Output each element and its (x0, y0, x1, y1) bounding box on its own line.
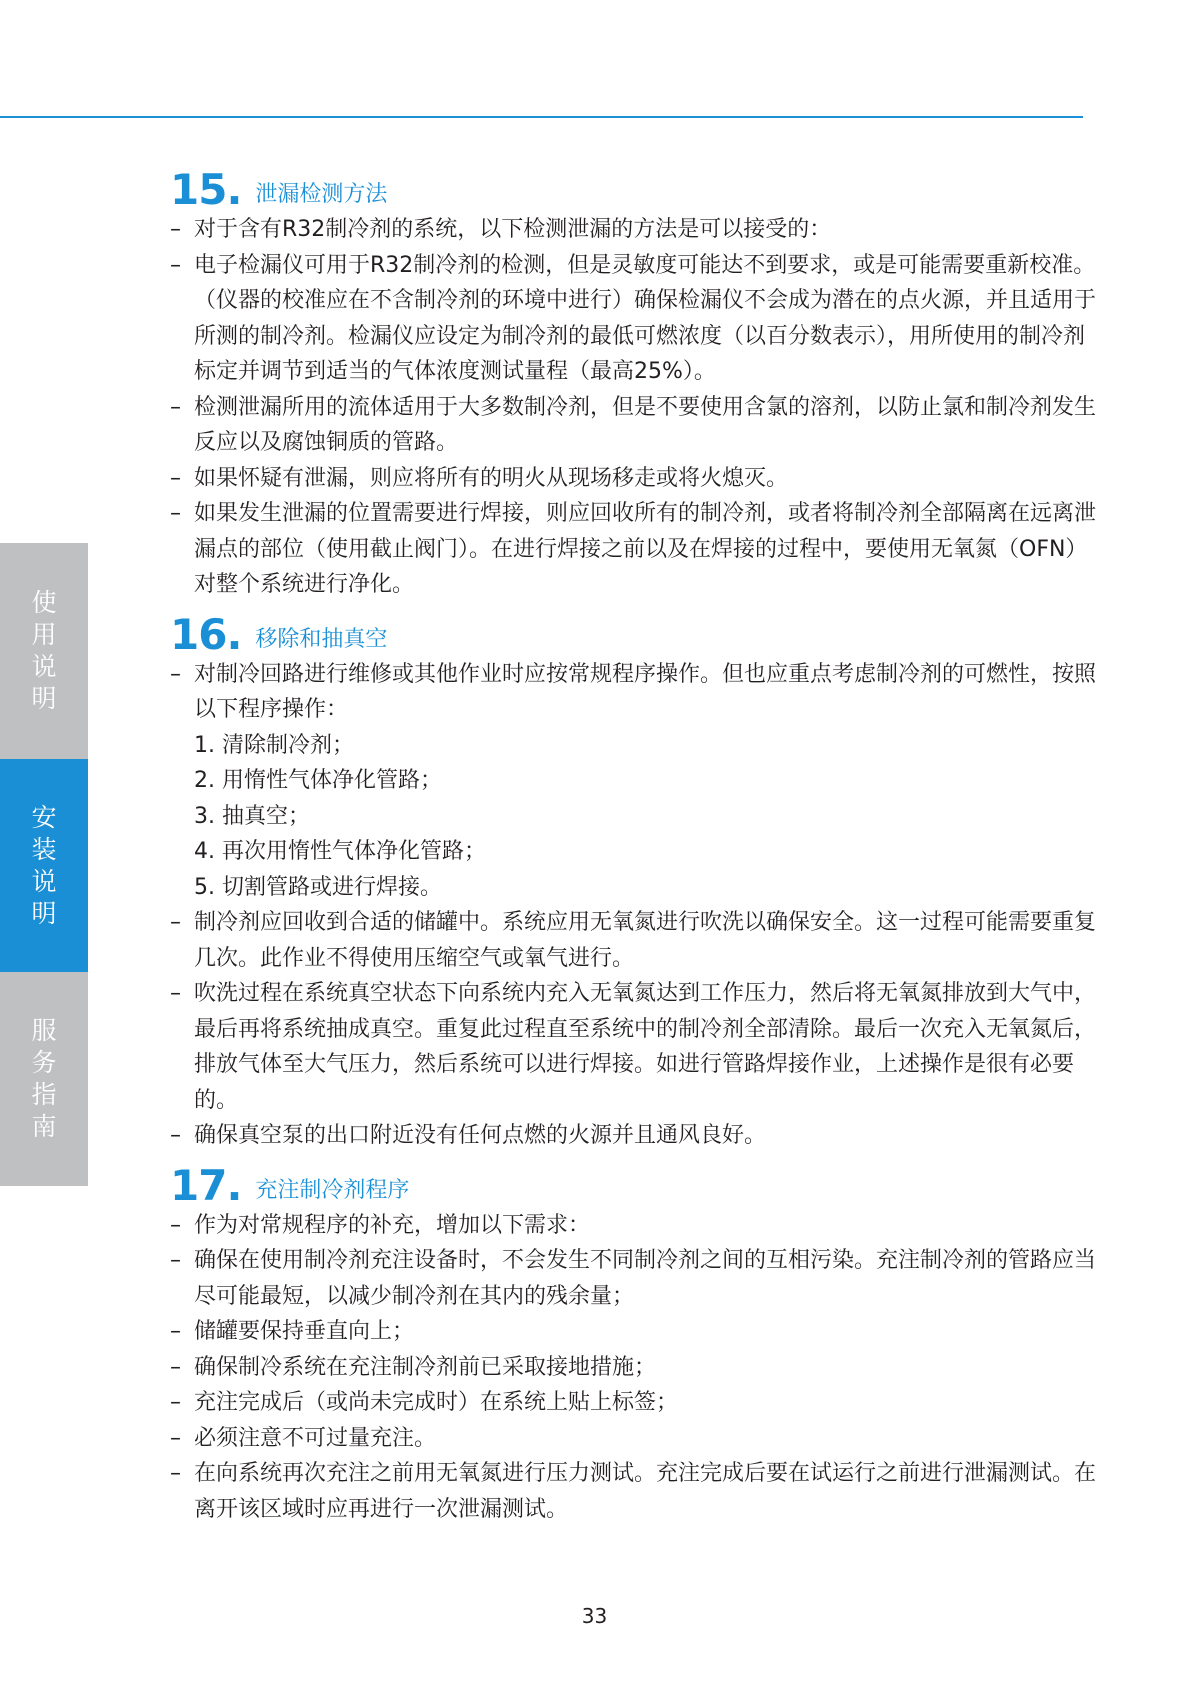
list-item: – 如果怀疑有泄漏，则应将所有的明火从现场移走或将火熄灭。 (170, 465, 789, 491)
tab-char: 说 (31, 866, 57, 896)
list-item: – 储罐要保持垂直向上； (170, 1319, 415, 1344)
tab-service-guide[interactable] (0, 972, 88, 1186)
section-number: 16. (170, 609, 242, 659)
list-item: – 作为对常规程序的补充，增加以下需求： (170, 1212, 591, 1238)
section-title: 充注制冷剂程序 (255, 1177, 410, 1203)
list-item: – 如果发生泄漏的位置需要进行焊接，则应回收所有的制冷剂，或者将制冷剂全部隔离在远离泄漏点的部位（使用截止阀门）。在进行焊接之前以及在焊接的过程中，要使用无氧氮（OFN）对整个系统进行净化。 (170, 501, 1097, 597)
tab-installation-instructions[interactable] (0, 759, 88, 972)
tab-char: 说 (31, 652, 57, 681)
list-item: – 电子检漏仪可用于R32制冷剂的检测，但是灵敏度可能达不到要求，或是可能需要重新校准。（仪器的校准应在不含制冷剂的环境中进行）确保检漏仪不会成为潜在的点火源，并且适用于所测的制冷剂。检漏仪应设定为制冷剂的最低可燃浓度（以百分数表示），用所使用的制冷剂标定并调节到适当的气体浓度测试量程（最高25%）。 (170, 252, 1097, 384)
section-heading (170, 1158, 1100, 1208)
list-item: – 吹洗过程在系统真空状态下向系统内充入无氧氮达到工作压力，然后将无氧氮排放到大气中，最后再将系统抽成真空。重复此过程直至系统中的制冷剂全部清除。最后一次充入无氧氮后，排放气体至大气压力，然后系统可以进行焊接。如进行管路焊接作业，上述操作是很有必要的。 (170, 981, 1097, 1113)
list-item: – 确保在使用制冷剂充注设备时，不会发生不同制冷剂之间的互相污染。充注制冷剂的管路应当尽可能最短，以减少制冷剂在其内的残余量； (170, 1248, 1097, 1309)
tab-char: 明 (31, 684, 57, 713)
page-number: 33 (581, 1604, 608, 1628)
section-number: 17. (170, 1160, 242, 1210)
section-title: 泄漏检测方法 (255, 182, 388, 207)
numbered-step: 3. 抽真空； (194, 803, 310, 829)
tab-char: 用 (31, 620, 57, 649)
list-item: – 确保真空泵的出口附近没有任何点燃的火源并且通风良好。 (170, 1123, 767, 1148)
tab-char: 指 (31, 1080, 57, 1109)
tab-char: 服 (31, 1016, 57, 1045)
section-title: 移除和抽真空 (255, 626, 388, 652)
tab-char: 装 (31, 834, 57, 864)
numbered-step: 5. 切割管路或进行焊接。 (194, 874, 442, 900)
list-item: – 制冷剂应回收到合适的储罐中。系统应用无氧氮进行吹洗以确保安全。这一过程可能需要重复几次。此作业不得使用压缩空气或氧气进行。 (170, 910, 1097, 971)
list-item: – 检测泄漏所用的流体适用于大多数制冷剂，但是不要使用含氯的溶剂，以防止氯和制冷剂发生反应以及腐蚀铜质的管路。 (170, 394, 1097, 455)
page-content (170, 158, 1100, 1527)
numbered-step: 1. 清除制冷剂； (194, 732, 354, 758)
tab-char: 使 (31, 588, 57, 617)
list-item: – 对制冷回路进行维修或其他作业时应按常规程序操作。但也应重点考虑制冷剂的可燃性，按照以下程序操作： (170, 661, 1097, 722)
tab-char: 南 (31, 1112, 57, 1141)
list-item: – 确保制冷系统在充注制冷剂前已采取接地措施； (170, 1354, 657, 1380)
header-rule (0, 116, 1083, 118)
tab-char: 务 (31, 1048, 57, 1077)
list-item: – 充注完成后（或尚未完成时）在系统上贴上标签； (170, 1390, 679, 1415)
section-number: 15. (170, 165, 242, 214)
tab-usage-instructions[interactable] (0, 543, 88, 759)
list-item: – 必须注意不可过量充注。 (170, 1425, 437, 1451)
side-tabs (0, 543, 88, 1186)
numbered-step: 2. 用惰性气体净化管路； (194, 768, 442, 793)
section-heading (170, 607, 1100, 657)
numbered-step: 4. 再次用惰性气体净化管路； (194, 839, 486, 864)
tab-char: 安 (31, 802, 57, 832)
tab-char: 明 (31, 898, 57, 928)
list-item: – 对于含有R32制冷剂的系统，以下检测泄漏的方法是可以接受的： (170, 217, 832, 242)
section-heading (170, 162, 1100, 212)
list-item: – 在向系统再次充注之前用无氧氮进行压力测试。充注完成后要在试运行之前进行泄漏测试。在离开该区域时应再进行一次泄漏测试。 (170, 1461, 1097, 1522)
